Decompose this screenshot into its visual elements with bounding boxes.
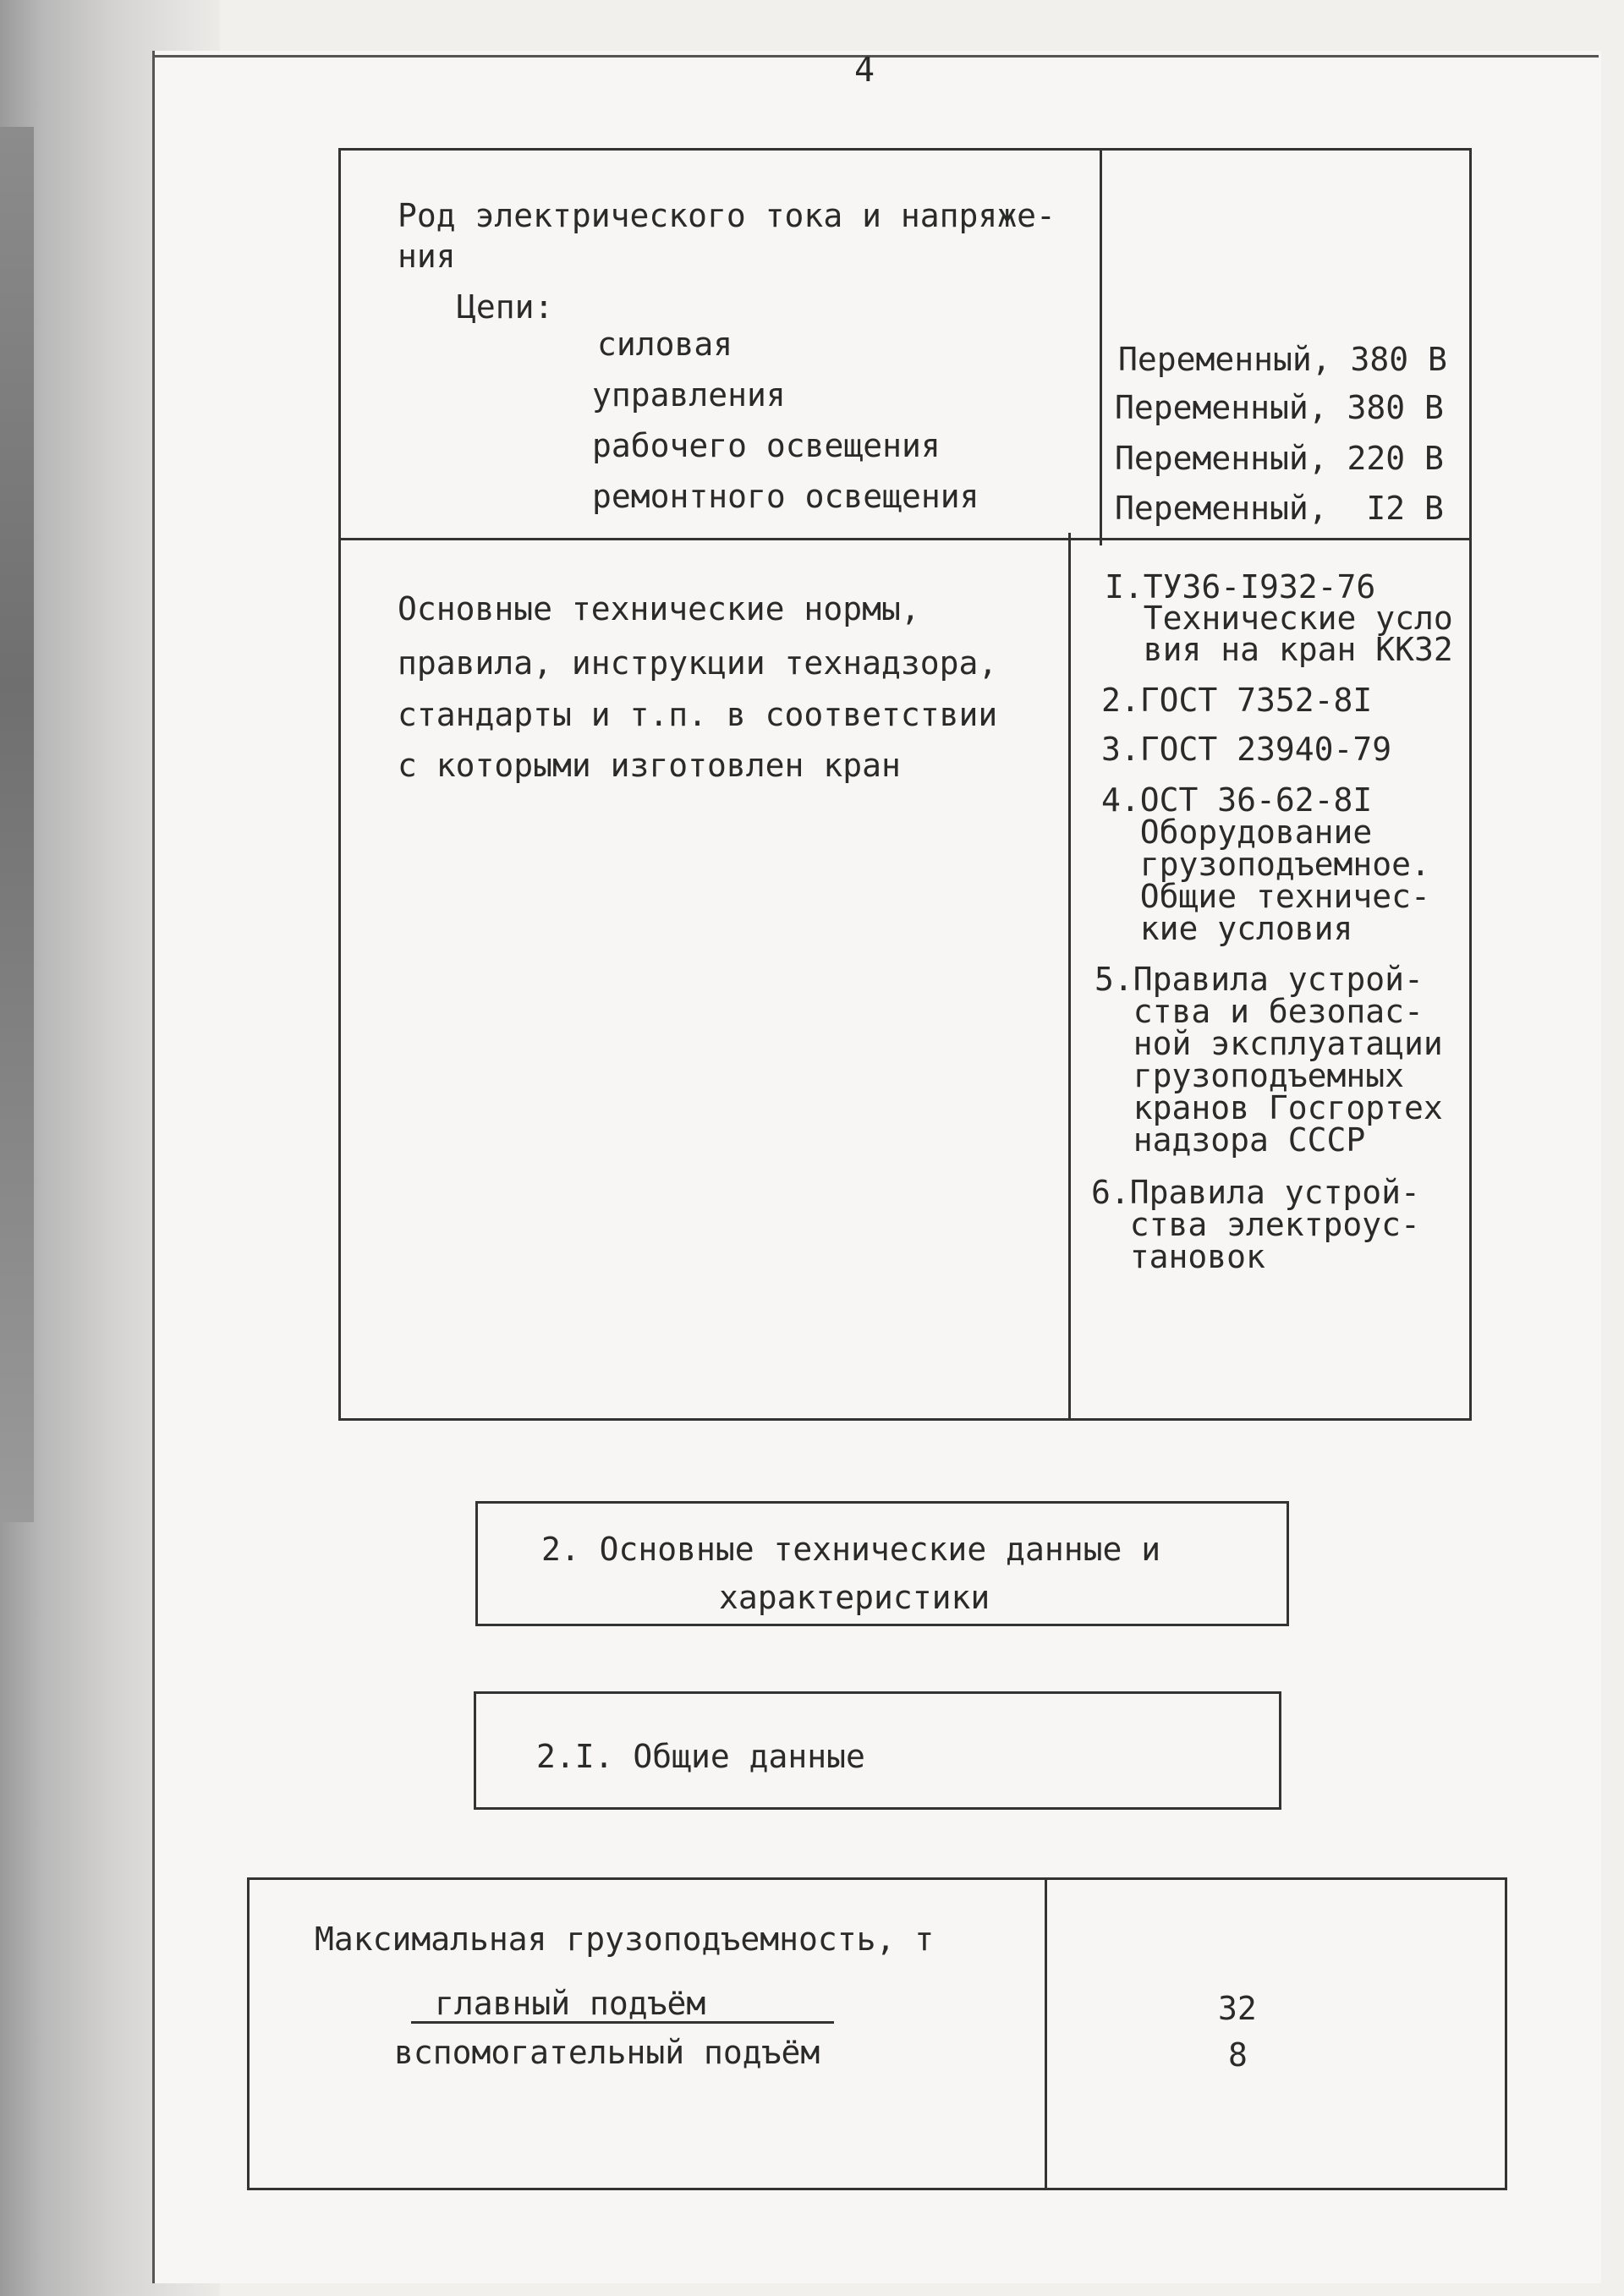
table1-row-divider (338, 538, 1472, 540)
standard-5-line-5: кранов Госгортех (1095, 1089, 1443, 1126)
norms-line-1: Основные технические нормы, (398, 590, 920, 627)
standard-6-line-1: 6.Правила устрой- (1091, 1174, 1420, 1211)
current-type-heading-line1: Род электрического тока и напряже- (398, 197, 1056, 234)
standard-5-line-4: грузоподъемных (1095, 1057, 1405, 1094)
circuit-name-control: управления (592, 376, 786, 414)
norms-line-3: стандарты и т.п. в соответствии (398, 696, 998, 733)
lifting-capacity-heading: Максимальная грузоподъемность, т (315, 1921, 935, 1958)
auxiliary-hoist-value: 8 (1228, 2036, 1248, 2074)
standard-4-line-3: грузоподъемное. (1101, 846, 1430, 883)
main-hoist-value: 32 (1218, 1990, 1257, 2027)
standard-4-line-2: Оборудование (1101, 814, 1373, 851)
standard-1-line-1: I.ТУ36-I932-76 (1105, 568, 1376, 606)
standard-1-line-3: вия на кран КК32 (1105, 631, 1453, 668)
table2-column-divider (1045, 1877, 1047, 2190)
section-2-heading-line2: характеристики (719, 1579, 990, 1616)
main-hoist-label: главный подъём (435, 1985, 706, 2022)
standard-6-line-3: тановок (1091, 1238, 1265, 1275)
standard-1-line-2: Технические усло (1105, 600, 1453, 637)
standard-4-line-5: кие условия (1101, 910, 1353, 947)
norms-line-2: правила, инструкции технадзора, (398, 644, 998, 682)
standard-3-line-1: 3.ГОСТ 23940-79 (1101, 731, 1392, 768)
section-2-heading-line1: 2. Основные технические данные и (541, 1531, 1161, 1568)
circuit-value-power: Переменный, 380 В (1118, 341, 1447, 378)
standard-5-line-1: 5.Правила устрой- (1095, 961, 1424, 998)
circuit-value-work-lighting: Переменный, 220 В (1115, 440, 1444, 477)
page-number: 4 (854, 51, 875, 90)
scan-edge-dark (0, 127, 34, 1522)
norms-line-4: с которыми изготовлен кран (398, 747, 901, 784)
circuits-label: Цепи: (457, 288, 554, 326)
circuit-name-work-lighting: рабочего освещения (592, 427, 941, 464)
circuit-name-repair-lighting: ремонтного освещения (592, 478, 979, 515)
standard-4-line-4: Общие техничес- (1101, 878, 1430, 915)
standard-5-line-6: надзора СССР (1095, 1121, 1366, 1159)
standard-5-line-2: ства и безопас- (1095, 993, 1424, 1030)
circuit-name-power: силовая (597, 326, 733, 363)
circuit-value-control: Переменный, 380 В (1115, 389, 1444, 426)
standard-6-line-2: ства электроус- (1091, 1206, 1420, 1243)
current-type-heading-line2: ния (398, 238, 456, 275)
table1-column-divider-bottom (1068, 533, 1071, 1421)
main-hoist-underline (411, 2021, 834, 2024)
circuit-value-repair-lighting: Переменный, I2 В (1115, 490, 1444, 527)
standard-5-line-3: ной эксплуатации (1095, 1025, 1443, 1062)
table1-column-divider-top (1100, 148, 1102, 545)
standard-2-line-1: 2.ГОСТ 7352-8I (1101, 682, 1373, 719)
auxiliary-hoist-label: вспомогательный подъём (394, 2034, 820, 2071)
section-2-1-title: 2.I. Общие данные (536, 1738, 865, 1775)
top-rule (152, 55, 1599, 58)
standard-4-line-1: 4.ОСТ 36-62-8I (1101, 781, 1373, 819)
